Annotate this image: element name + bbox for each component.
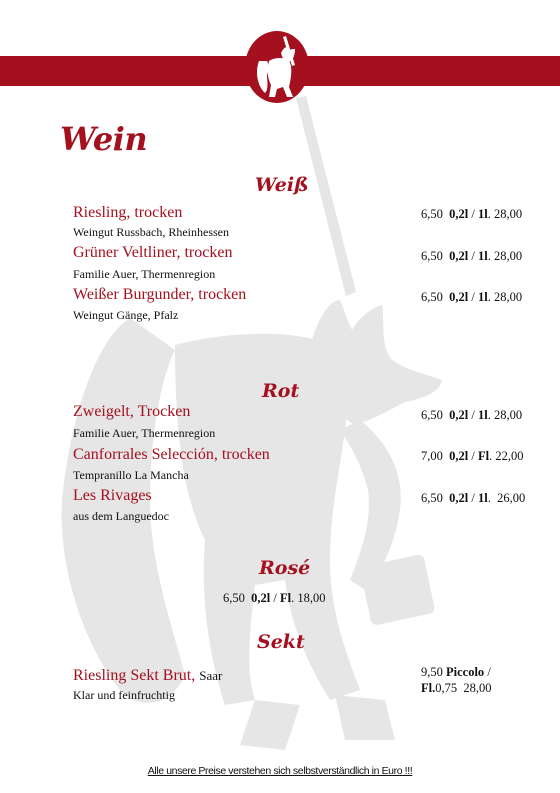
wine-name: Canforrales Selección, trocken (73, 446, 270, 463)
wine-price: 6,50 0,2l / 1l. 28,00 (421, 207, 523, 221)
wine-name: Riesling, trocken (73, 204, 183, 221)
sekt-price-line-2: Fl.0,75 28,00 (421, 681, 492, 695)
wine-origin: Weingut Russbach, Rheinhessen (73, 225, 230, 239)
wine-price: 7,00 0,2l / Fl. 22,00 (421, 449, 524, 463)
section-heading-rose: Rosé (259, 557, 311, 579)
section-heading-weiss: Weiß (255, 174, 309, 196)
wine-origin: Familie Auer, Thermenregion (73, 267, 216, 281)
section-heading-rot: Rot (262, 380, 300, 402)
wine-name: Zweigelt, Trocken (73, 403, 191, 420)
wine-price: 6,50 0,2l / 1l. 28,00 (421, 408, 523, 422)
wine-origin: Weingut Gänge, Pfalz (73, 308, 179, 322)
wine-price: 6,50 0,2l / 1l. 28,00 (421, 249, 523, 263)
wine-price: 6,50 0,2l / 1l. 28,00 (421, 290, 523, 304)
wine-name: Riesling Sekt Brut, Saar (73, 667, 223, 684)
rose-price: 6,50 0,2l / Fl. 18,00 (223, 591, 326, 605)
wine-origin: Klar und feinfruchtig (73, 688, 175, 702)
wine-name: Weißer Burgunder, trocken (73, 286, 247, 303)
price-footnote: Alle unsere Preise verstehen sich selbstverständlich in Euro !!! (147, 765, 413, 777)
fox-hunter-logo-icon (245, 31, 309, 103)
sekt-price-line-1: 9,50 Piccolo / (421, 665, 491, 679)
wine-origin: Tempranillo La Mancha (73, 468, 189, 482)
logo-badge (245, 31, 309, 103)
wine-origin: aus dem Languedoc (73, 509, 169, 523)
page-title: Wein (60, 120, 148, 158)
wine-price: 6,50 0,2l / 1l. 26,00 (421, 491, 526, 505)
wine-name: Les Rivages (73, 487, 152, 504)
wine-name: Grüner Veltliner, trocken (73, 244, 233, 261)
wine-region: Saar (199, 668, 223, 683)
section-heading-sekt: Sekt (257, 631, 305, 653)
wine-origin: Familie Auer, Thermenregion (73, 426, 216, 440)
